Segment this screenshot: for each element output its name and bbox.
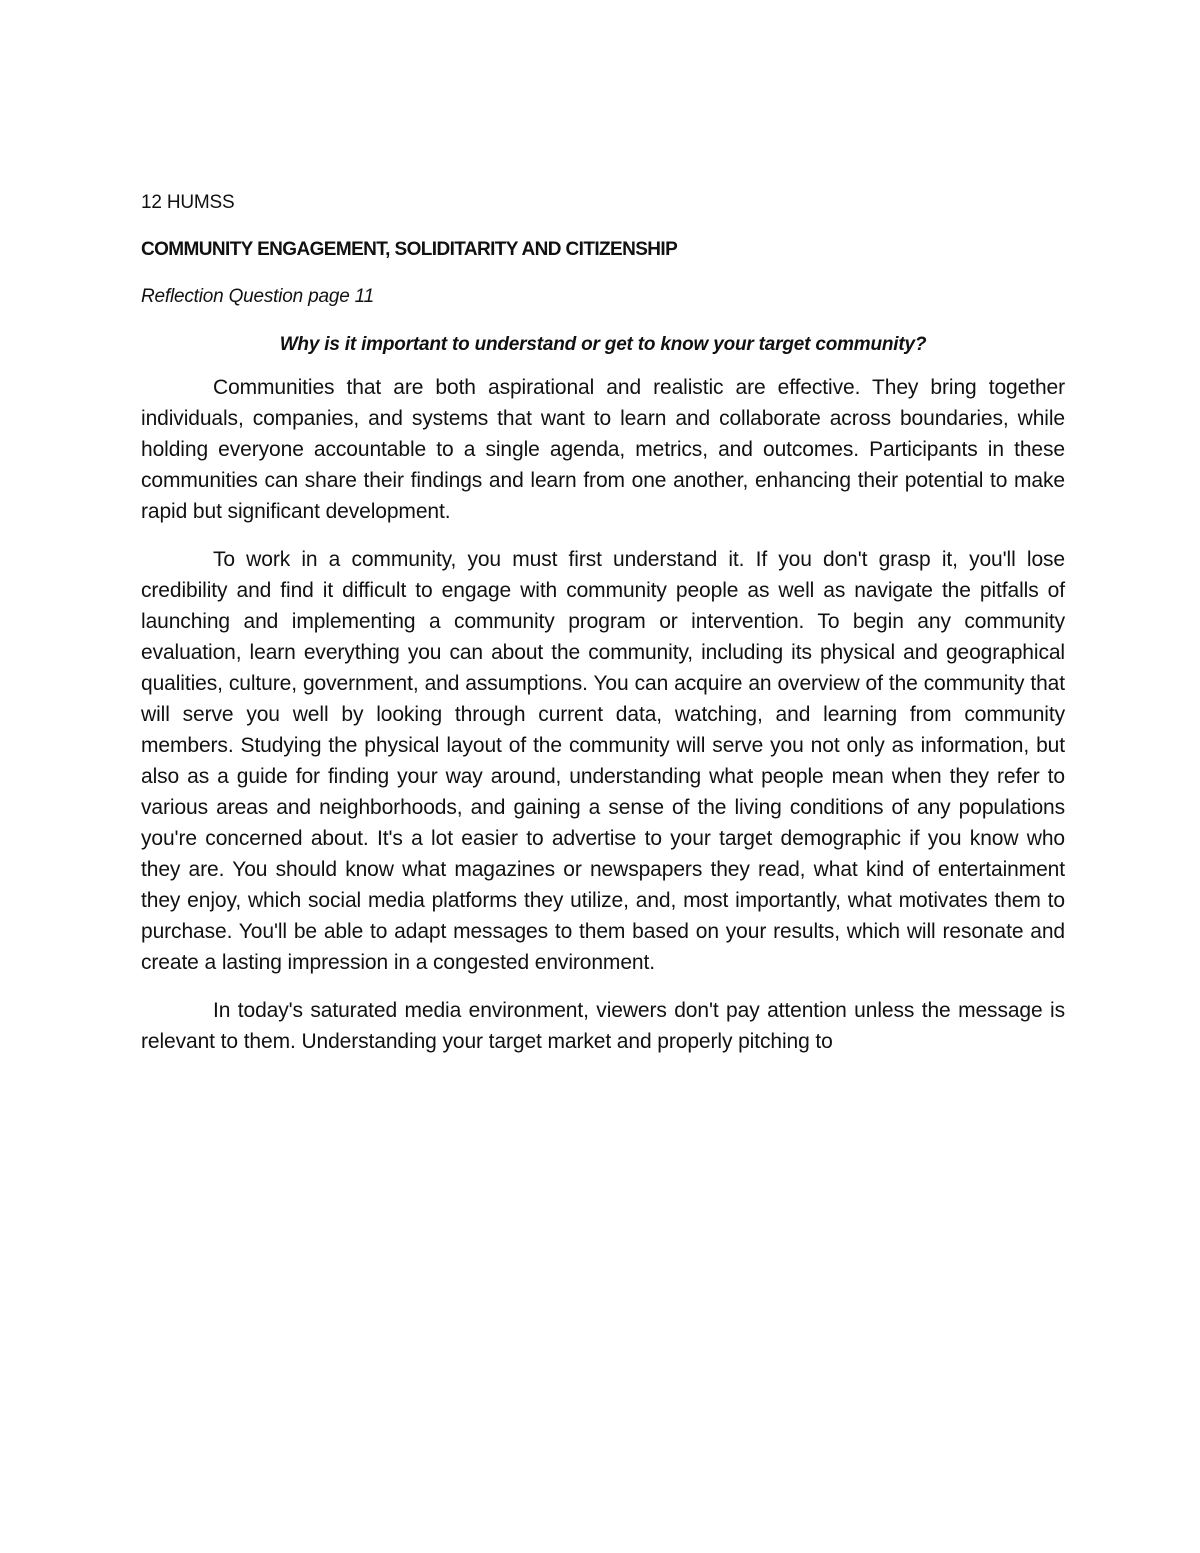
paragraph-1: Communities that are both aspirational and realistic are effective. They bring together individuals, companies, and systems that want to learn and collaborate across boundaries, while holding everyone accountable to a single agenda, metrics, and outcomes. Participants in these communities can share their findings and learn from one another, enhancing their potential to make rapid but significant development. <box>141 376 1065 523</box>
grade-level: 12 HUMSS <box>141 192 235 213</box>
paragraph-3: In today's saturated media environment, viewers don't pay attention unless the message is relevant to them. Understanding your target market and properly pitching to <box>141 999 1065 1053</box>
course-title: COMMUNITY ENGAGEMENT, SOLIDITARITY AND CITIZENSHIP <box>141 239 678 260</box>
document-body <box>141 190 1065 1074</box>
reflection-question: Why is it important to understand or get to know your target community? <box>279 334 927 355</box>
paragraph-2: To work in a community, you must first understand it. If you don't grasp it, you'll lose credibility and find it difficult to engage with community people as well as navigate the pitfalls of launching and implementing a community program or intervention. To begin any community evaluation, learn everything you can about the community, including its physical and geographical qualities, culture, government, and assumptions. You can acquire an overview of the community that will serve you well by looking through current data, watching, and learning from community members. Studying the physical layout of the community will serve you not only as information, but also as a guide for finding your way around, understanding what people mean when they refer to various areas and neighborhoods, and gaining a sense of the living conditions of any populations you're concerned about. It's a lot easier to advertise to your target demographic if you know who they are. You should know what magazines or newspapers they read, what kind of entertainment they enjoy, which social media platforms they utilize, and, most importantly, what motivates them to purchase. You'll be able to adapt messages to them based on your results, which will resonate and create a lasting impression in a congested environment. <box>141 548 1065 974</box>
reflection-label: Reflection Question page 11 <box>141 286 374 307</box>
